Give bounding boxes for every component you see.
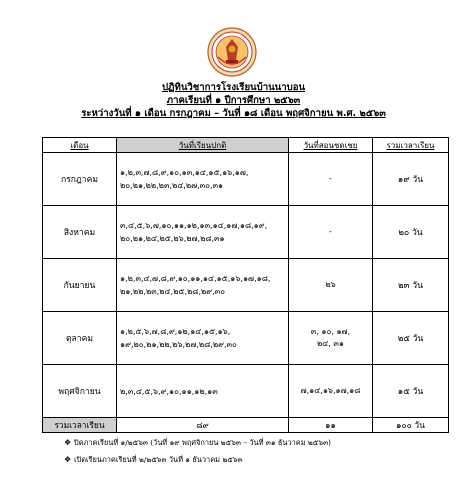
table-row xyxy=(43,153,449,206)
regular-days-cell xyxy=(117,365,289,418)
note-text: ปิดภาคเรียนที่ ๑/๒๕๖๓ (วันที่ ๑๙ พฤศจิกายน ๒๕๖๓ – วันที่ ๓๑ ธันวาคม ๒๕๖๓) xyxy=(74,438,332,447)
school-seal-logo xyxy=(207,27,257,77)
diamond-bullet-icon: ❖ xyxy=(64,455,72,464)
table-row xyxy=(43,206,449,259)
makeup-line: ๒๔, ๓๑ xyxy=(317,339,344,348)
month-cell: กรกฎาคม xyxy=(43,153,117,206)
days-line: ๓,๔,๕,๖,๗,๑๐,๑๑,๑๒,๑๓,๑๔,๑๗,๑๘,๑๙, xyxy=(120,221,268,230)
note-semester-break xyxy=(64,437,331,449)
days-line: ๒๑,๒๒,๒๓,๒๔,๒๕,๒๘,๒๙,๓๐ xyxy=(120,287,226,296)
makeup-line: ๗,๑๔,๑๖,๑๗,๑๘ xyxy=(300,386,361,395)
document-date-range: ระหว่างวันที่ ๑ เดือน กรกฎาคม – วันที่ ๑๘ เดือน พฤศจิกายน พ.ศ. ๒๕๖๓ xyxy=(81,108,386,119)
col-header-makeup-days: วันที่สอนชดเชย xyxy=(289,138,373,153)
total-value: ๑๙ วัน xyxy=(397,175,424,185)
total-value: ๒๓ วัน xyxy=(398,281,423,291)
document-semester: ภาคเรียนที่ ๑ ปีการศึกษา ๒๕๖๓ xyxy=(166,95,301,106)
days-line: ๑,๒,๓,๔,๗,๘,๙,๑๐,๑๑,๑๔,๑๕,๑๖,๑๗,๑๘, xyxy=(120,274,271,283)
note-text: เปิดเรียนภาคเรียนที่ ๒/๒๕๖๓ วันที่ ๑ ธันวาคม ๒๕๖๓ xyxy=(74,455,243,464)
total-cell xyxy=(373,153,449,206)
regular-days-cell xyxy=(117,153,289,206)
makeup-days-cell xyxy=(289,153,373,206)
month-cell: ตุลาคม xyxy=(43,312,117,365)
col-header-month: เดือน xyxy=(43,138,117,153)
makeup-days-cell xyxy=(289,312,373,365)
makeup-days-cell xyxy=(289,259,373,312)
note-semester-open xyxy=(64,454,243,466)
summary-label: รวมเวลาเรียน xyxy=(43,418,117,433)
regular-days-cell xyxy=(117,206,289,259)
total-value: ๒๐ วัน xyxy=(398,228,423,238)
table-row xyxy=(43,312,449,365)
regular-days-cell xyxy=(117,259,289,312)
makeup-days-cell xyxy=(289,365,373,418)
summary-makeup-days: ๑๑ xyxy=(289,418,373,433)
total-cell xyxy=(373,312,449,365)
month-cell: พฤศจิกายน xyxy=(43,365,117,418)
days-line: ๑,๒,๓,๗,๘,๙,๑๐,๑๓,๑๔,๑๕,๑๖,๑๗, xyxy=(120,168,249,177)
document-title: ปฏิทินวิชาการโรงเรียนบ้านนาบอน xyxy=(161,82,306,93)
makeup-line: - xyxy=(329,227,332,236)
table-header-row xyxy=(43,138,449,153)
month-cell: สิงหาคม xyxy=(43,206,117,259)
table-row xyxy=(43,259,449,312)
days-line: ๒,๓,๔,๕,๖,๙,๑๐,๑๑,๑๒,๑๓ xyxy=(120,386,218,396)
summary-row xyxy=(43,418,449,433)
month-cell: กันยายน xyxy=(43,259,117,312)
summary-regular-days: ๘๙ xyxy=(117,418,289,433)
total-cell xyxy=(373,206,449,259)
diamond-bullet-icon: ❖ xyxy=(64,438,72,447)
makeup-days-cell xyxy=(289,206,373,259)
days-line: ๑,๒,๕,๖,๗,๘,๙,๑๒,๑๔,๑๕,๑๖, xyxy=(120,327,231,336)
total-cell xyxy=(373,365,449,418)
total-value: ๒๕ วัน xyxy=(397,334,424,344)
days-line: ๒๐,๒๑,๒๔,๒๕,๒๖,๒๗,๒๘,๓๑ xyxy=(120,234,225,243)
col-header-total-time: รวมเวลาเรียน xyxy=(373,138,449,153)
days-line: ๑๙,๒๐,๒๑,๒๒,๒๖,๒๗,๒๘,๒๙,๓๐ xyxy=(120,340,237,349)
table-row xyxy=(43,365,449,418)
regular-days-cell xyxy=(117,312,289,365)
col-header-regular-days: วันที่เรียนปกติ xyxy=(117,138,289,153)
total-value: ๑๕ วัน xyxy=(397,387,424,397)
makeup-line: ๓, ๑๐, ๑๗, xyxy=(310,327,351,336)
academic-calendar-table xyxy=(42,137,449,433)
total-cell xyxy=(373,259,449,312)
makeup-line: ๒๖ xyxy=(325,280,336,289)
summary-total: ๑๐๐ วัน xyxy=(373,418,449,433)
makeup-line: - xyxy=(329,174,332,183)
days-line: ๒๐,๒๑,๒๒,๒๓,๒๔,๒๗,๓๐,๓๑ xyxy=(120,181,224,190)
